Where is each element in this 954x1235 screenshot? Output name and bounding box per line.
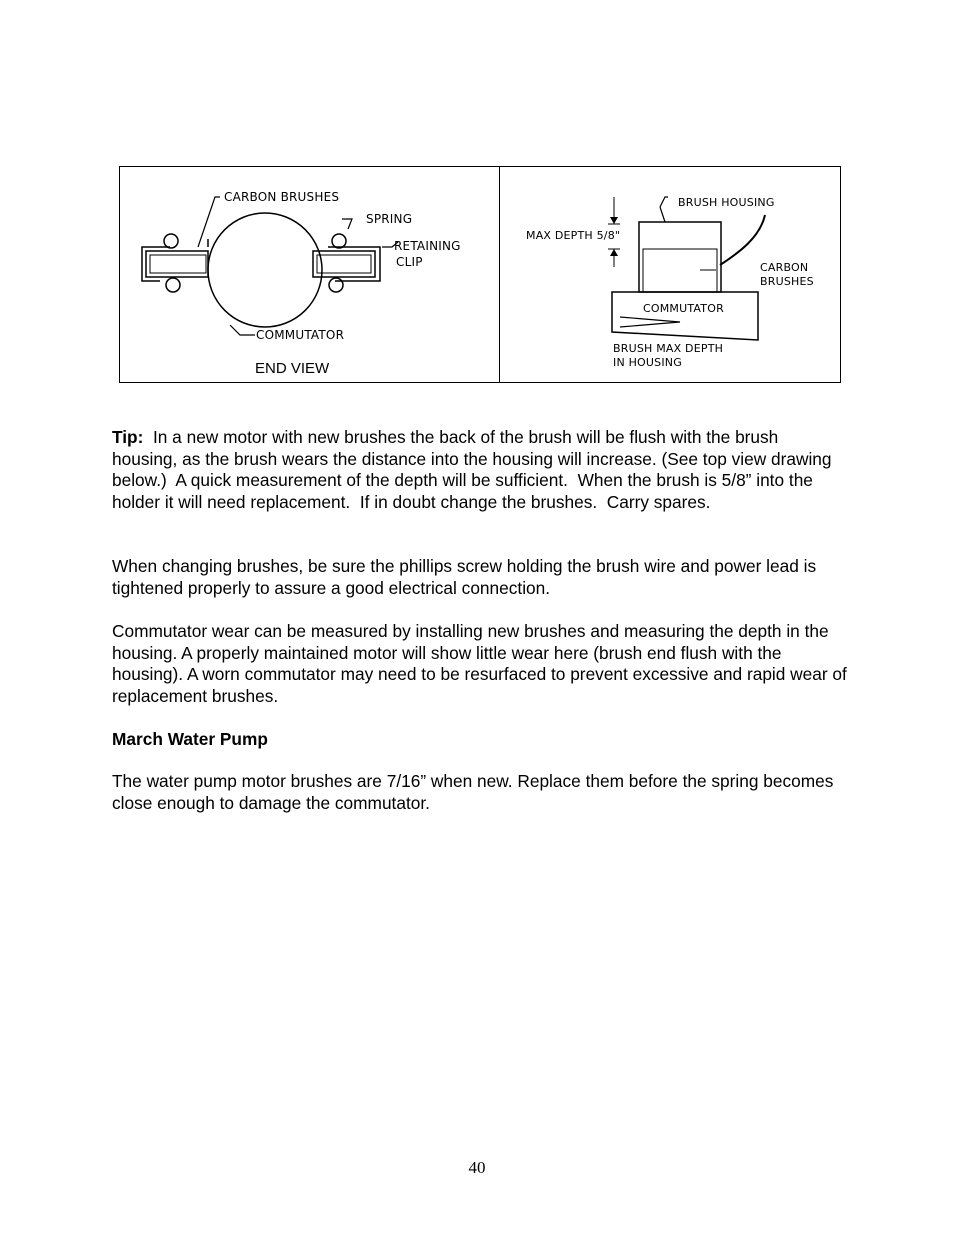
label-max-depth: MAX DEPTH 5/8" (526, 229, 621, 242)
brush-housing (639, 222, 721, 292)
paragraph-commutator-wear-text: Commutator wear can be measured by installing new brushes and measuring the depth in the housing. A properly maintained motor will show little wear here (brush end flush with the housing). A worn commutator may need to be resurfaced to prevent excessive and rapid wear of replacement brushes. (112, 621, 847, 706)
commutator-block (612, 292, 758, 340)
section-heading (112, 729, 847, 751)
label-carbon-brushes: CARBON BRUSHES (224, 190, 340, 204)
label-spring: SPRING (366, 212, 413, 226)
section-heading-text: March Water Pump (112, 729, 268, 749)
label-retaining: RETAINING (394, 239, 461, 253)
paragraph-changing-brushes-text: When changing brushes, be sure the phillips screw holding the brush wire and power lead is tightened properly to assure a good electrical connection. (112, 556, 817, 598)
label-brush-max-depth: BRUSH MAX DEPTH (613, 342, 724, 355)
brush-diagram-figure (119, 166, 841, 383)
tip-paragraph (112, 427, 847, 513)
right-housing-outline (328, 247, 380, 281)
label-carbon: CARBON (760, 261, 809, 274)
tip-label: Tip: (112, 427, 144, 447)
paragraph-water-pump-text: The water pump motor brushes are 7/16” when new. Replace them before the spring becomes close enough to damage the commutator. (112, 771, 834, 813)
label-in-housing: IN HOUSING (613, 356, 682, 369)
paragraph-water-pump (112, 771, 847, 814)
paragraph-changing-brushes (112, 556, 847, 599)
right-spring-bottom (329, 278, 343, 292)
label-side-commutator: COMMUTATOR (643, 302, 724, 315)
left-spring-bottom (166, 278, 180, 292)
label-clip: CLIP (396, 255, 423, 269)
label-brushes: BRUSHES (760, 275, 814, 288)
label-brush-housing: BRUSH HOUSING (678, 196, 775, 209)
right-spring-top (332, 234, 346, 248)
caption-end-view: END VIEW (255, 360, 330, 377)
left-spring-top (164, 234, 178, 248)
tip-text: In a new motor with new brushes the back of the brush will be flush with the brush housing, as the brush wears the distance into the housing will increase. (See top view drawing below.) A quick measurement of the depth will be sufficient. When the brush is 5/8” into the holder it will need replacement. If in doubt change the brushes. Carry spares. (112, 427, 837, 512)
commutator-circle (208, 213, 322, 327)
paragraph-commutator-wear (112, 621, 847, 707)
label-commutator: COMMUTATOR (256, 328, 345, 342)
page-number: 40 (468, 1158, 486, 1177)
figure-divider (499, 167, 500, 382)
